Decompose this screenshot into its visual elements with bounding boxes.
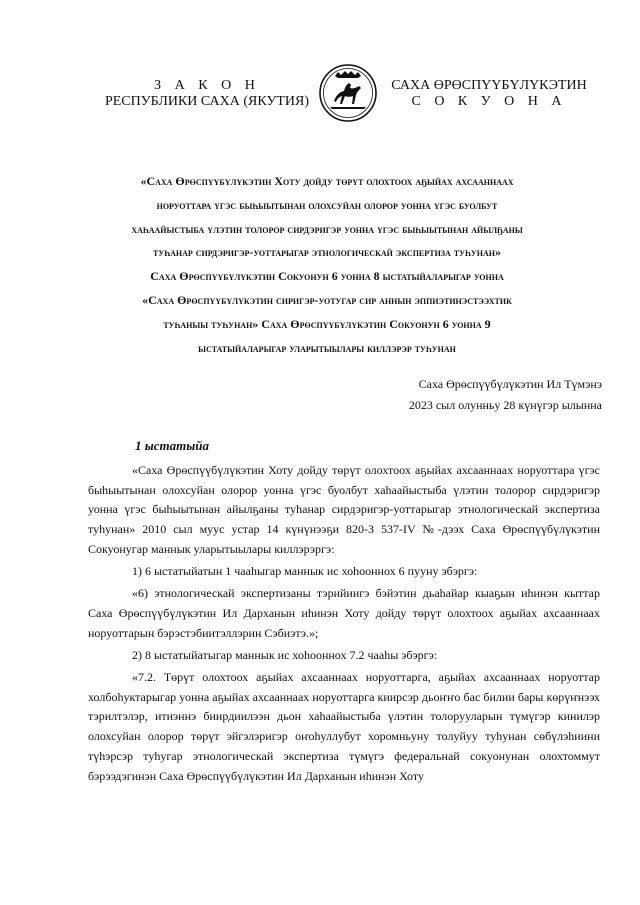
coat-of-arms-emblem-icon — [318, 63, 378, 123]
republic-name-sakha: САХА ӨРӨСПҮҮБҮЛҮКЭТИН — [391, 78, 587, 93]
adopted-by: Саха Өрөспүүбүлүкэтин Ил Түмэнэ — [418, 377, 602, 391]
paragraph: «6) этнологическай экспертизаны тэрийиигэ бэйэтин дьаһайар кыаҕын иһинэн кыттар Саха Өрөспүүбүлүкэтин Ил Дарханын иһинэн Хоту дойду төрүт олохтоох аҕыйах ахсааннаах норуоттарын бэрэстэбиитэллэрин Сэбиэтэ.»; — [88, 586, 600, 640]
title-line: норуоттара үгэс быһыытынан олохсуйан олорор уонна үгэс буолбут — [156, 197, 498, 212]
title-line: «Саха Өрөспүүбүлүкэтин сиригэр-уотугар сир аннын эппиэтинэстээхтик — [142, 292, 512, 307]
header-right — [374, 78, 604, 110]
law-label: З А К О Н — [154, 78, 260, 93]
adoption-info — [330, 374, 602, 416]
paragraph: 1) 6 ыстатыйатын 1 чааһыгар маннык ис хоһооннох 6 пууну эбэргэ: — [132, 564, 478, 579]
title-line: «Саха Өрөспүүбүлүкэтин Хоту дойду төрүт олохтоох аҕыйах ахсааннаах — [140, 174, 514, 188]
adoption-date: 2023 сыл олунньу 28 күнүгэр ылынна — [408, 398, 602, 412]
law-label-sakha: С О К У О Н А — [411, 94, 567, 109]
title-line: туһанар сирдэригэр-уоттарыгар этнологическай экспертиза туһунан» — [153, 245, 501, 260]
paragraph: «Саха Өрөспүүбүлүкэтин Хоту дойду төрүт олохтоох аҕыйах ахсааннаах норуоттара үгэс быһыытынан олохсуйан олорор уонна үгэс буолбут хаһаайыстыба үлэтин толорор сирдэригэр уонна үгэс быһыытынан айылҕаны туһанар сирдэригэр-уоттарыгар этнологическай экспертиза туһунан» 2010 сыл муус устар 14 күнүнээҕи 820-З 537-IV №-дээх Саха Өрөспүүбүлүкэтин Сокуонугар маннык уларытыылары киллэрэргэ: — [88, 463, 600, 556]
header-left — [96, 78, 318, 110]
document-body — [88, 461, 600, 789]
title-line: Саха Өрөспүүбүлүкэтин Сокуонун 6 уонна 8 ыстатыйаларыгар уонна — [150, 269, 504, 284]
title-line: ыстатыйаларыгар уларытыылары киллэрэр туһунан — [198, 340, 456, 355]
republic-name-ru: РЕСПУБЛИКИ САХА (ЯКУТИЯ) — [104, 94, 310, 109]
title-line: туһаныы туһунан» Саха Өрөспүүбүлүкэтин Сокуонун 6 уонна 9 — [163, 316, 491, 331]
paragraph: «7.2. Төрүт олохтоох аҕыйах ахсааннаах норуоттарга, аҕыйах ахсааннаах норуоттар холбоһуктарыгар уонна аҕыйах ахсааннаах норуоттарга киирсэр дьоҥҥо бас билии бары көрүҥнээх тэрилтэлэр, итиэннэ биирдиилээн дьон хаһаайыстыба үлэтин толорууларын түмүгэр кинилэр олохсуйан олорор төрүт эйгэлэригэр оҥоһуллубут хоромньуну толуйуу туһунан сөбүлэһиини түһэрсэр туһугар этнологическай экспертиза түмүгэ федеральнай сокуонунан олохтоммут бэрээдэгинэн Саха Өрөспүүбүлүкэтин Ил Дарханын иһинэн Хоту — [88, 670, 600, 783]
document-title — [86, 170, 568, 360]
title-line: хаһаайыстыба үлэтин толорор сирдэригэр уонна үгэс быһыытынан айылҕаны — [131, 221, 523, 236]
article-heading: 1 ыстатыйа — [135, 438, 210, 453]
paragraph: 2) 8 ыстатыйатыгар маннык ис хоһооннох 7.2 чааһы эбэргэ: — [132, 647, 438, 662]
